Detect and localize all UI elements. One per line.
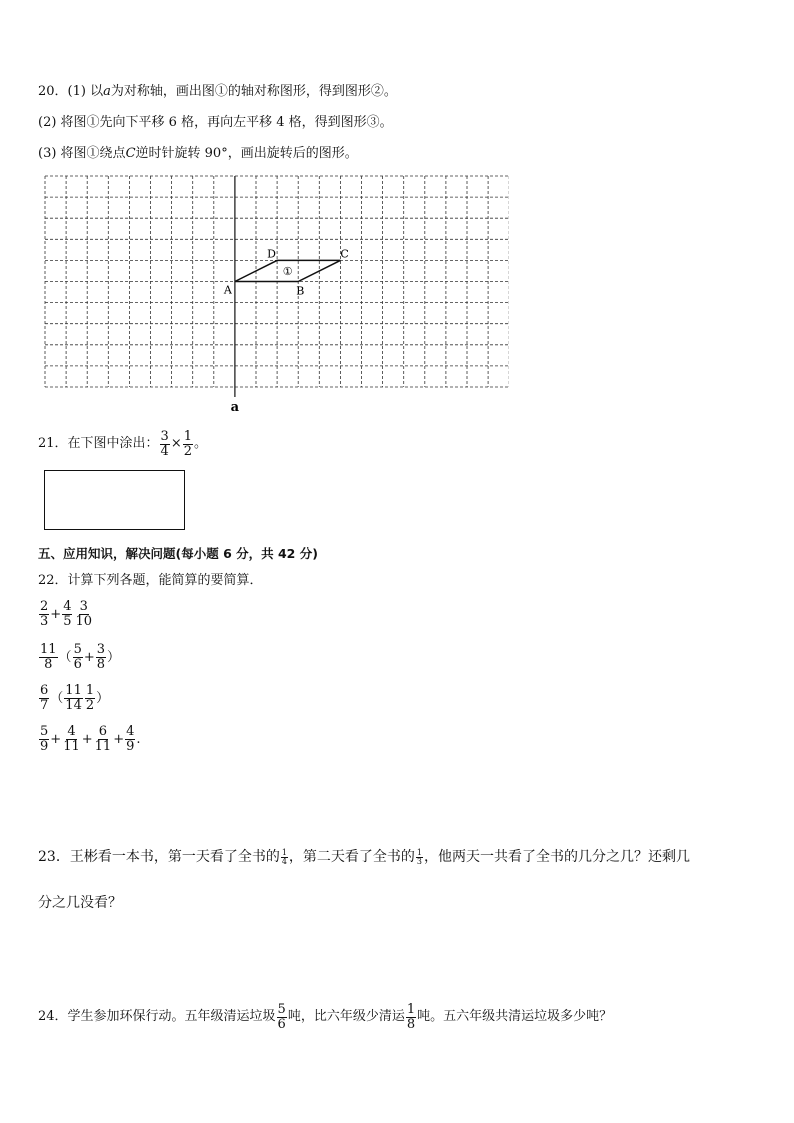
left-paren: （ [50,691,64,706]
frac-den: 11 [94,739,112,754]
q21-fraction-2 [183,430,193,459]
q24-part3: 吨。五六年级共清运垃圾多少吨？ [417,1009,613,1024]
q21-line [38,428,207,460]
frac-den: 2 [85,698,95,713]
q21-suffix: 。 [194,436,208,451]
q23-part1: 23．王彬看一本书，第一天看了全书的 [38,849,280,865]
frac-den: 5 [63,614,72,629]
q22-expr-3 [38,684,109,713]
end-period: . [136,732,141,747]
q20-point-name: C [125,146,136,161]
frac-den: 10 [75,614,93,629]
q23-line2: 分之几没看？ [38,895,122,911]
q24-line [38,1000,612,1034]
right-paren: ） [96,691,110,706]
q21-prefix: 21．在下图中涂出： [38,436,159,451]
plus-sign: + [50,732,62,747]
q24-fraction-1 [277,1003,287,1032]
q24-part2: 吨，比六年级少清运 [287,1009,405,1024]
frac-den: 11 [63,739,80,754]
frac-den: 6 [277,1016,286,1032]
frac-num: 3 [96,642,106,657]
plus-sign: + [81,732,93,747]
frac-num: 4 [63,599,72,614]
q20-line3 [38,145,358,163]
frac-den: 8 [96,657,106,672]
frac-den: 9 [40,739,49,754]
q23-part3: ，他两天一共看了全书的几分之几？还剩几 [424,849,691,865]
q22-title: 22．计算下列各题，能简算的要简算． [38,573,263,588]
q22-expr-4 [38,725,141,754]
left-paren: （ [58,650,72,665]
frac-num: 1 [281,847,287,857]
q23-part2: ，第二天看了全书的 [288,849,415,865]
frac-den: 6 [73,657,82,672]
q24-part1: 24．学生参加环保行动。五年级清运垃圾 [38,1009,276,1024]
frac-num: 3 [160,428,169,444]
frac-num: 1 [416,847,423,857]
vertex-label-a: A [223,283,232,297]
q20-line1-suffix: 为对称轴，画出图①的轴对称图形，得到图形②。 [110,84,397,99]
frac-den: 8 [44,657,53,672]
frac-den: 4 [160,443,169,459]
axis-label: a [230,400,240,414]
vertex-label-c: C [340,247,349,261]
frac-den: 4 [281,856,287,866]
frac-num: 5 [277,1001,286,1017]
frac-den: 7 [40,698,49,713]
frac-num: 6 [40,683,49,698]
frac-den: 2 [183,443,193,459]
q20-line3-suffix: 逆时针旋转 90°，画出旋转后的图形。 [135,146,358,161]
frac-den: 14 [65,698,82,713]
frac-num: 1 [85,683,95,698]
frac-den: 3 [416,856,423,866]
q20-line3-prefix: (3) 将图①绕点 [38,146,126,161]
frac-num: 4 [126,724,135,739]
q20-line1-prefix: 20．(1) 以 [38,84,104,99]
right-paren: ） [107,650,121,665]
q22-expr-2 [38,643,120,672]
plus-sign: + [113,732,125,747]
vertex-label-b: B [296,284,305,298]
frac-num: 6 [98,724,108,739]
frac-num: 1 [406,1001,416,1017]
section-5-heading: 五、应用知识，解决问题(每小题 6 分，共 42 分) [38,546,318,561]
frac-num: 3 [79,599,88,614]
q21-shading-rectangle[interactable] [44,470,185,530]
frac-den: 3 [40,614,49,629]
frac-num: 4 [67,724,76,739]
q20-grid [43,174,509,414]
frac-num: 11 [40,642,57,657]
plus-sign: + [50,607,62,622]
q23-line1 [38,846,690,868]
vertex-label-d: D [267,247,276,261]
frac-num: 5 [40,724,49,739]
frac-den: 8 [406,1016,416,1032]
q23-fraction-2 [416,849,423,866]
frac-num: 1 [183,428,193,444]
frac-num: 11 [65,683,82,698]
q21-op: × [170,436,182,451]
q22-expr-1 [38,600,94,629]
q23-fraction-1 [281,849,288,866]
q21-fraction-1 [160,430,170,459]
frac-num: 5 [73,642,82,657]
q24-fraction-2 [406,1003,416,1032]
q20-line2: (2) 将图①先向下平移 6 格，再向左平移 4 格，得到图形③。 [38,115,393,130]
q20-line1 [38,83,397,101]
shape-label: ① [282,264,293,278]
frac-den: 9 [126,739,135,754]
q20-axis-name: a [103,84,111,99]
plus-sign: + [83,650,95,665]
frac-num: 2 [40,599,49,614]
